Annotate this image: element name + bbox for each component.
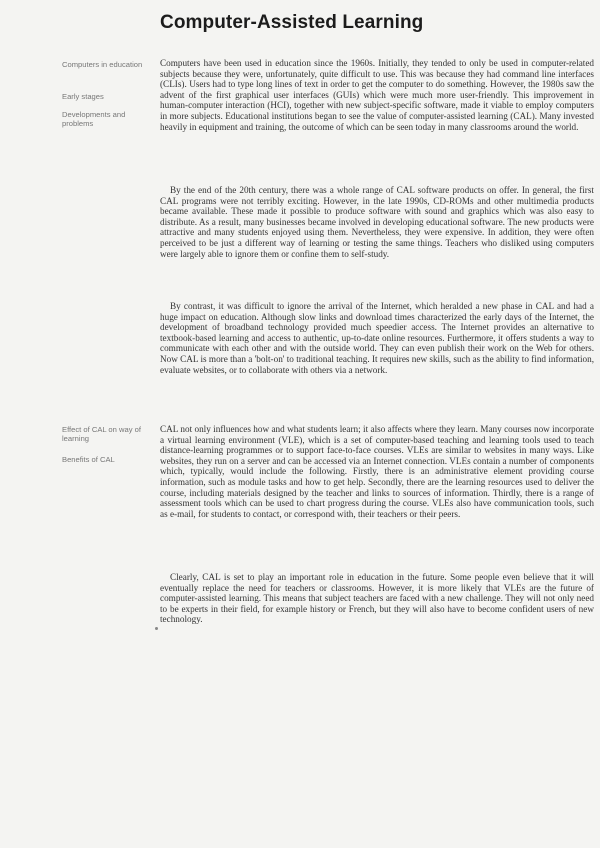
margin-note-effect-of-cal: Effect of CAL on way of learning (62, 425, 141, 443)
paragraph-4: CAL not only influences how and what students learn; it also affects where they learn. Many courses now incorporate a virtual learning environment (VLE), which is a set of computer-based teaching and learning tools used to teach distance-learning programmes or to support face-to-face courses. VLEs are similar to websites in many ways. Like websites, they run on a server and can be accessed via an Internet connection. VLEs contain a number of components which, typically, would include the following. Firstly, there is an administrative element providing course information, such as module tasks and how to get help. Secondly, there are the learning resources used to deliver the course, including materials designed by the teacher and links to sources of information. Thirdly, there is a range of assessment tools which can be used to chart progress during the course. VLEs also have communication tools, such as e-mail, for students to contact, or correspond with, their teachers or their peers. (160, 424, 594, 519)
margin-note-developments: Developments and problems (62, 110, 126, 128)
paragraph-2: By the end of the 20th century, there was a whole range of CAL software products on offer. In general, the first CAL programs were not terribly exciting. However, in the late 1990s, CD-ROMs and other multimedia products became available. These made it possible to produce software with sound and graphics which was also easy to distribute. As a result, many businesses became involved in developing educational software. The new products were attractive and many students enjoyed using them. Nevertheless, they were expensive. In addition, they were often perceived to be just a different way of learning or testing the same things. Teachers who disliked using computers were largely able to ignore them or confine them to self-study. (160, 185, 594, 259)
page-mark (155, 627, 158, 630)
margin-note-early-stages: Early stages (62, 92, 104, 101)
page-title: Computer-Assisted Learning (160, 12, 424, 33)
paragraph-3: By contrast, it was difficult to ignore the arrival of the Internet, which heralded a new phase in CAL and had a huge impact on education. Although slow links and download times characterized the early days of the Internet, the development of broadband technology provided much speedier access. The Internet provides an alternative to textbook-based learning and access to authentic, up-to-date online resources. Furthermore, it offers students a way to communicate with each other and with the outside world. They can even publish their work on the Web for others. Now CAL is more than a 'bolt-on' to traditional teaching. It requires new skills, such as the ability to find information, evaluate websites, or to collaborate with others via a network. (160, 301, 594, 375)
margin-note-computers-in-education: Computers in education (62, 60, 143, 69)
paragraph-1: Computers have been used in education since the 1960s. Initially, they tended to only be used in computer-related subjects because they were, unfortunately, quite difficult to use. This was because they had command line interfaces (CLIs). Users had to type long lines of text in order to get the computer to do something. However, the 1980s saw the advent of the first graphical user interfaces (GUIs) which were much more user-friendly. This improvement in human-computer interaction (HCI), together with new subject-specific software, made it viable to employ computers in more subjects. Educational institutions began to see the value of computer-assisted learning (CAL). Many invested heavily in equipment and training, the outcome of which can be seen today in many classrooms around the world. (160, 58, 594, 132)
margin-note-benefits-of-cal: Benefits of CAL (62, 455, 115, 464)
paragraph-5: Clearly, CAL is set to play an important role in education in the future. Some people even believe that it will eventually replace the need for teachers or classrooms. However, it is more likely that VLEs are the future of computer-assisted learning. This means that subject teachers are faced with a new challenge. They will not only need to be experts in their field, for example history or French, but they will also have to become confident users of new technology. (160, 572, 594, 625)
